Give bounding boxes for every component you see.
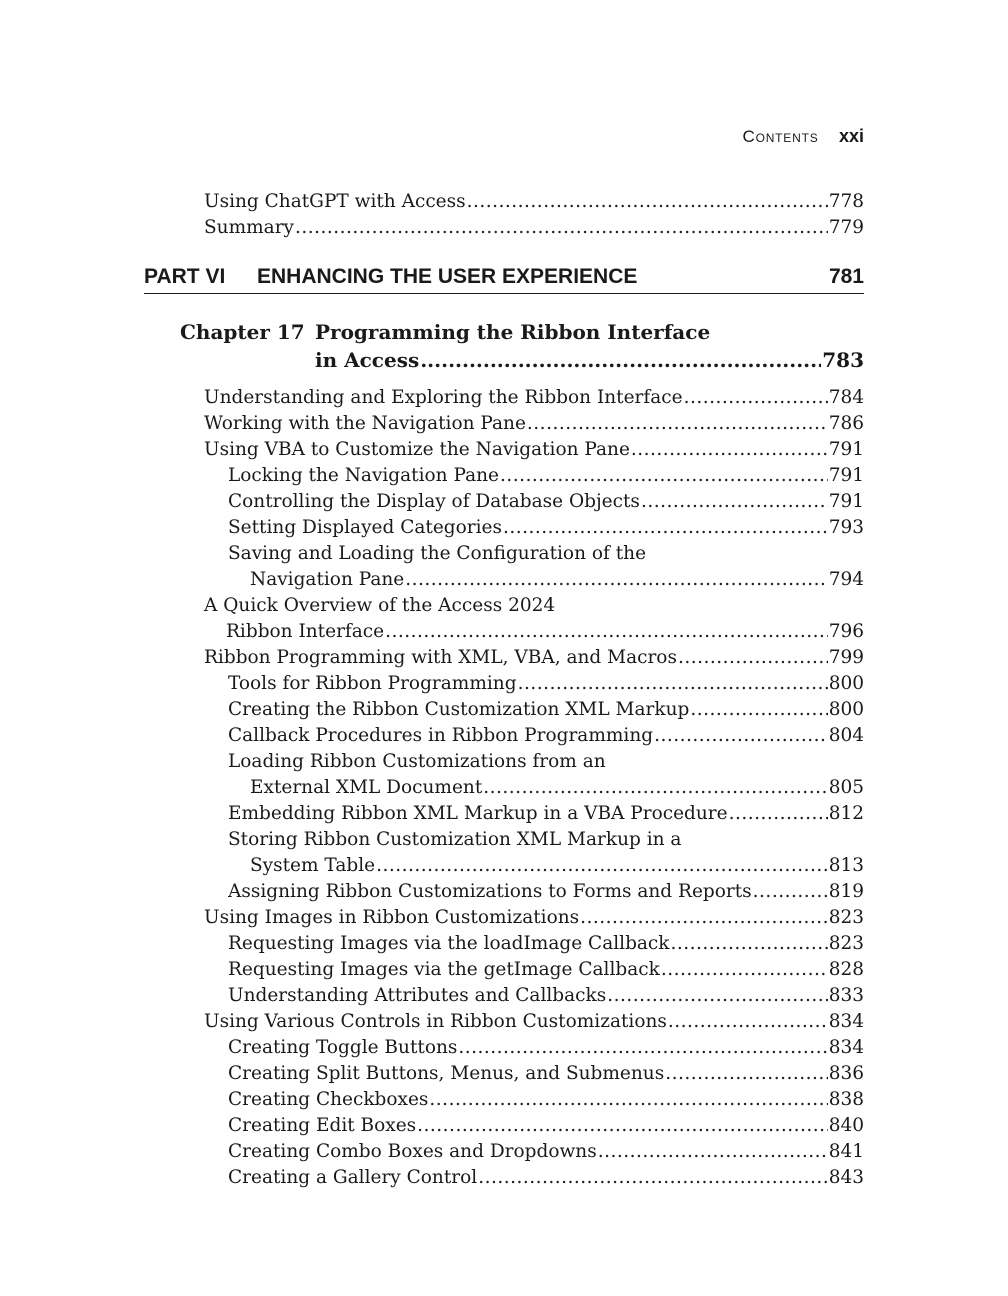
toc-entry-title: Creating Combo Boxes and Dropdowns: [228, 1141, 597, 1162]
toc-entry-title: Navigation Pane: [250, 569, 405, 590]
toc-entry-title: Using Images in Ribbon Customizations: [204, 907, 580, 928]
toc-entry-page: 800: [828, 673, 864, 694]
toc-entry-page: 804: [828, 725, 864, 746]
dot-leader: [607, 983, 827, 1009]
toc-entry-title: Working with the Navigation Pane: [204, 413, 526, 434]
toc-entry-page: 793: [828, 517, 864, 538]
running-head-page-number: xxi: [838, 126, 864, 146]
toc-subentry[interactable]: [228, 801, 864, 827]
dot-leader: [641, 489, 828, 515]
toc-entry-page: 836: [828, 1063, 864, 1084]
dot-leader: [467, 189, 828, 215]
toc-entry-title: External XML Document: [250, 777, 483, 798]
toc-subentry[interactable]: [228, 931, 864, 957]
chapter-page-number: 783: [822, 348, 864, 372]
toc-entry-title: Using ChatGPT with Access: [204, 191, 466, 212]
toc-entry-page: 791: [828, 465, 864, 486]
toc-subentry[interactable]: [228, 957, 864, 983]
dot-leader: [420, 346, 821, 374]
toc-entry-title: Creating Checkboxes: [228, 1089, 429, 1110]
dot-leader: [753, 879, 828, 905]
toc-entry-title: Understanding and Exploring the Ribbon Interface: [204, 387, 683, 408]
dot-leader: [376, 853, 828, 879]
toc-subentry[interactable]: [228, 489, 864, 515]
toc-entry-title: Summary: [204, 217, 294, 238]
toc-subentry-first-line[interactable]: Loading Ribbon Customizations from an: [228, 751, 606, 772]
toc-subentry-first-line[interactable]: Saving and Loading the Configuration of the: [228, 543, 647, 564]
part-page-number: 781: [828, 265, 864, 288]
toc-entry[interactable]: [204, 215, 864, 241]
toc-entry[interactable]: [204, 905, 864, 931]
toc-entry-title: Ribbon Interface: [226, 621, 385, 642]
toc-entry-title: Creating Split Buttons, Menus, and Submenus: [228, 1063, 665, 1084]
toc-entry-page: 834: [828, 1037, 864, 1058]
dot-leader: [668, 1009, 828, 1035]
dot-leader: [580, 905, 828, 931]
toc-subentry[interactable]: [228, 723, 864, 749]
toc-subentry[interactable]: [228, 463, 864, 489]
toc-entry-title: Creating a Gallery Control: [228, 1167, 478, 1188]
toc-entry-title: Tools for Ribbon Programming: [228, 673, 517, 694]
toc-entry[interactable]: [204, 189, 864, 215]
toc-subentry[interactable]: [228, 879, 864, 905]
toc-entry-page: 791: [828, 439, 864, 460]
toc-entry-page: 843: [828, 1167, 864, 1188]
toc-entry-page: 841: [828, 1141, 864, 1162]
toc-entry-page: 823: [828, 933, 864, 954]
dot-leader: [503, 515, 828, 541]
toc-subentry-first-line[interactable]: Storing Ribbon Customization XML Markup in a: [228, 829, 682, 850]
toc-subentry-continued[interactable]: [250, 567, 864, 593]
chapter-title-continued: in Access: [315, 348, 420, 372]
dot-leader: [690, 697, 827, 723]
running-head-label: Contents: [742, 127, 819, 146]
toc-entry-title: Creating the Ribbon Customization XML Markup: [228, 699, 690, 720]
toc-entry-page: 786: [828, 413, 864, 434]
toc-subentry[interactable]: [228, 1061, 864, 1087]
dot-leader: [405, 567, 827, 593]
toc-entry-page: 819: [828, 881, 864, 902]
toc-entry-page: 833: [828, 985, 864, 1006]
dot-leader: [654, 723, 828, 749]
toc-entry-page: 799: [828, 647, 864, 668]
toc-entry-title: Controlling the Display of Database Objects: [228, 491, 640, 512]
chapter-title-line2[interactable]: [315, 346, 864, 374]
toc-subentry[interactable]: [228, 697, 864, 723]
toc-entry-title: Locking the Navigation Pane: [228, 465, 499, 486]
toc-entry-page: 794: [828, 569, 864, 590]
toc-entry[interactable]: [204, 385, 864, 411]
dot-leader: [527, 411, 828, 437]
part-heading[interactable]: [144, 264, 864, 294]
toc-entry-title: Requesting Images via the loadImage Callback: [228, 933, 670, 954]
toc-subentry-continued[interactable]: [250, 775, 864, 801]
toc-entry-first-line[interactable]: A Quick Overview of the Access 2024: [204, 595, 556, 616]
toc-entry-title: Ribbon Programming with XML, VBA, and Macros: [204, 647, 677, 668]
toc-subentry[interactable]: [228, 515, 864, 541]
toc-entry-title: Callback Procedures in Ribbon Programming: [228, 725, 654, 746]
toc-entry-page: 812: [828, 803, 864, 824]
dot-leader: [500, 463, 828, 489]
dot-leader: [665, 1061, 827, 1087]
toc-entry-title: Embedding Ribbon XML Markup in a VBA Procedure: [228, 803, 728, 824]
part-title: ENHANCING THE USER EXPERIENCE: [257, 265, 638, 288]
toc-entry-title: Creating Edit Boxes: [228, 1115, 417, 1136]
toc-entry-title: Using Various Controls in Ribbon Customizations: [204, 1011, 667, 1032]
toc-entry-page: 828: [828, 959, 864, 980]
toc-entry-page: 791: [828, 491, 864, 512]
dot-leader: [598, 1139, 828, 1165]
dot-leader: [729, 801, 828, 827]
dot-leader: [478, 1165, 828, 1191]
toc-subentry[interactable]: [228, 1035, 864, 1061]
toc-entry-continued[interactable]: [226, 619, 864, 645]
toc-subentry[interactable]: [228, 1087, 864, 1113]
toc-entry[interactable]: [204, 411, 864, 437]
dot-leader: [678, 645, 828, 671]
dot-leader: [385, 619, 828, 645]
toc-entry-page: 796: [828, 621, 864, 642]
dot-leader: [671, 931, 828, 957]
toc-entry-page: 838: [828, 1089, 864, 1110]
toc-subentry[interactable]: [228, 1139, 864, 1165]
toc-entry-title: Using VBA to Customize the Navigation Pane: [204, 439, 630, 460]
dot-leader: [518, 671, 828, 697]
dot-leader: [483, 775, 827, 801]
toc-entry-title: Assigning Ribbon Customizations to Forms and Reports: [228, 881, 752, 902]
toc-subentry[interactable]: [228, 1165, 864, 1191]
toc-entry[interactable]: [204, 1009, 864, 1035]
toc-entry-page: 813: [828, 855, 864, 876]
running-head: [600, 126, 864, 147]
toc-entry-page: 778: [828, 191, 864, 212]
toc-entry-page: 834: [828, 1011, 864, 1032]
toc-entry-title: Creating Toggle Buttons: [228, 1037, 458, 1058]
toc-entry-title: Understanding Attributes and Callbacks: [228, 985, 607, 1006]
toc-entry-page: 784: [828, 387, 864, 408]
toc-entry-page: 779: [828, 217, 864, 238]
toc-subentry[interactable]: [228, 671, 864, 697]
toc-entry-page: 800: [828, 699, 864, 720]
dot-leader: [458, 1035, 827, 1061]
dot-leader: [661, 957, 828, 983]
toc-subentry[interactable]: [228, 1113, 864, 1139]
toc-entry-page: 840: [828, 1115, 864, 1136]
dot-leader: [417, 1113, 828, 1139]
dot-leader: [429, 1087, 827, 1113]
dot-leader: [684, 385, 828, 411]
chapter-title-line1[interactable]: Programming the Ribbon Interface: [315, 320, 711, 344]
toc-entry-title: Requesting Images via the getImage Callback: [228, 959, 660, 980]
toc-entry[interactable]: [204, 645, 864, 671]
toc-entry-title: Setting Displayed Categories: [228, 517, 502, 538]
toc-entry-page: 823: [828, 907, 864, 928]
dot-leader: [631, 437, 828, 463]
part-number: PART VI: [144, 265, 226, 288]
dot-leader: [295, 215, 828, 241]
toc-subentry[interactable]: [228, 983, 864, 1009]
chapter-label: Chapter 17: [180, 320, 305, 344]
toc-subentry-continued[interactable]: [250, 853, 864, 879]
toc-entry-page: 805: [828, 777, 864, 798]
toc-entry[interactable]: [204, 437, 864, 463]
toc-entry-title: System Table: [250, 855, 376, 876]
